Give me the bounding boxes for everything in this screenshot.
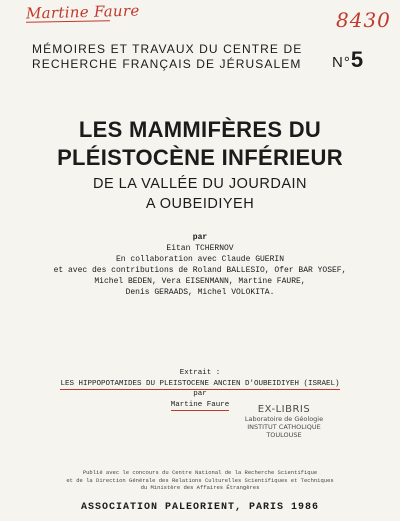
stamp-line-1: EX-LIBRIS	[257, 404, 311, 415]
subtitle	[0, 174, 400, 214]
credits	[0, 232, 400, 298]
credits-line-2: et avec des contributions de Roland BALLESIO, Ofer BAR YOSEF,	[53, 266, 347, 275]
main-title-line-1: LES MAMMIFÈRES DU	[78, 117, 322, 142]
series-line-1: MÉMOIRES ET TRAVAUX DU CENTRE DE	[32, 42, 303, 56]
extract-block	[0, 368, 400, 410]
stamp-line-2: Laboratoire de Géologie	[244, 415, 324, 423]
publisher-line: ASSOCIATION PALEORIENT, PARIS 1986	[80, 502, 320, 513]
extract-label: Extrait :	[179, 369, 221, 377]
ex-libris-stamp	[240, 404, 328, 439]
handwritten-name: Martine Faure	[25, 1, 140, 23]
footer-note-3: du Ministère des Affaires Étrangères	[140, 484, 260, 491]
handwritten-number: 8430	[336, 8, 391, 32]
subtitle-line-2: A OUBEIDIYEH	[145, 196, 255, 212]
series-line-2: RECHERCHE FRANÇAIS DE JÉRUSALEM	[32, 57, 302, 71]
handwritten-underline	[26, 20, 110, 22]
stamp-line-3: INSTITUT CATHOLIQUE	[247, 423, 321, 431]
credits-line-3: Michel BEDEN, Vera EISENMANN, Martine FAURE,	[94, 277, 306, 286]
credits-line-4: Denis GERAADS, Michel VOLOKITA.	[125, 288, 275, 297]
main-title	[0, 116, 400, 172]
credits-line-1: En collaboration avec Claude GUERIN	[115, 255, 285, 264]
series-number	[332, 47, 364, 73]
extract-par: par	[193, 390, 207, 398]
series-title	[32, 42, 365, 72]
extract-author: Martine Faure	[170, 400, 230, 409]
subtitle-line-1: DE LA VALLÉE DU JOURDAIN	[93, 176, 307, 192]
footer-note-1: Publié avec le concours du Centre National de la Recherche Scientifique	[82, 469, 318, 476]
series-number-value: 5	[350, 47, 365, 72]
stamp-line-4: TOULOUSE	[266, 431, 302, 439]
main-title-line-2: PLÉISTOCÈNE INFÉRIEUR	[57, 145, 343, 170]
extract-title: LES HIPPOPOTAMIDES DU PLEISTOCENE ANCIEN D'OUBEIDIYEH (ISRAEL)	[60, 379, 340, 388]
series-number-prefix: N°	[332, 54, 351, 71]
credits-par: par	[192, 233, 208, 242]
footer-note	[0, 469, 400, 492]
credits-author: Eitan TCHERNOV	[166, 244, 234, 253]
footer-note-2: et de la Direction Générale des Relations Culturelles Scientifiques et Techniques	[66, 476, 334, 484]
